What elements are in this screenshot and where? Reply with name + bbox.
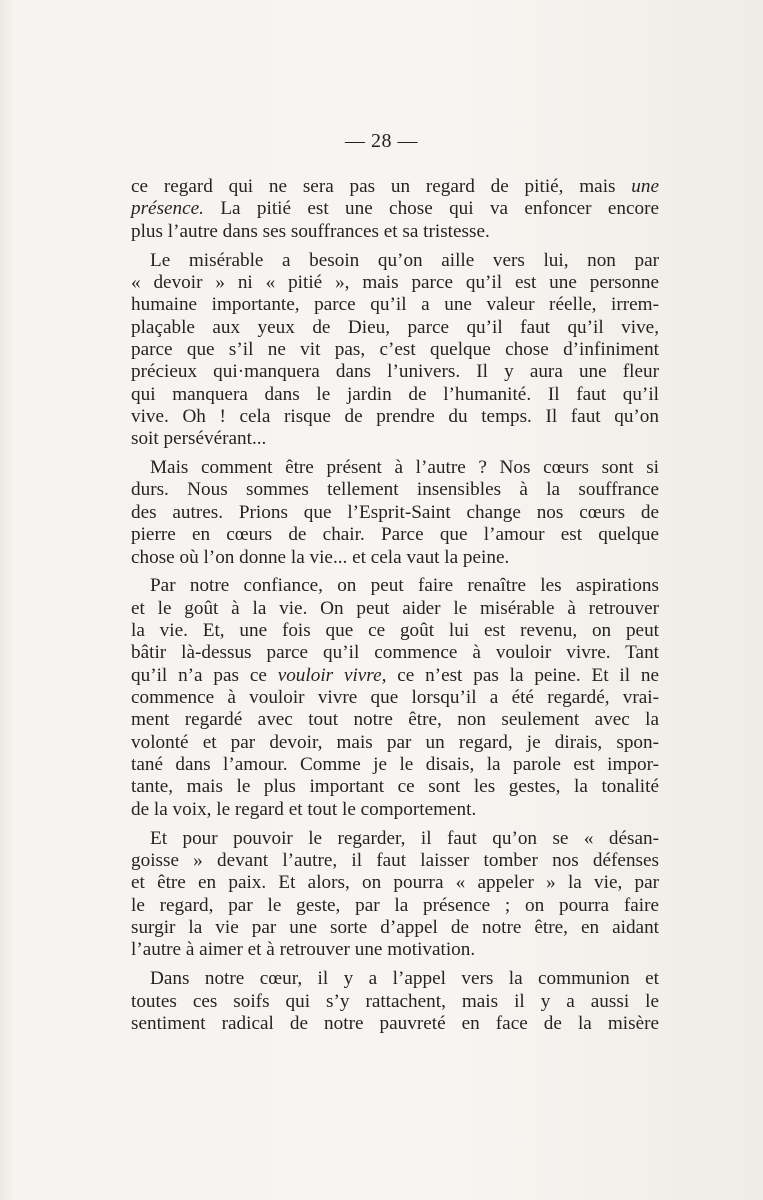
- text-segment: vive. Oh ! cela risque de prendre du temps. Il faut qu’on: [131, 405, 659, 427]
- page-number: — 28 —: [345, 130, 418, 152]
- text-line: [131, 250, 659, 272]
- text-line: [131, 991, 659, 1013]
- text-segment: qui manquera dans le jardin de l’humanité. Il faut qu’il: [131, 383, 659, 405]
- text-segment: humaine importante, parce qu’il a une valeur réelle, irrem-: [131, 294, 659, 316]
- text-segment: La pitié est une chose qui va enfoncer encore: [203, 198, 659, 220]
- text-line: [131, 384, 659, 406]
- text-line: [131, 917, 659, 939]
- text-segment: Le misérable a besoin qu’on aille vers lui, non par: [150, 249, 659, 271]
- text-segment: bâtir là-dessus parce qu’il commence à vouloir vivre. Tant: [131, 642, 659, 664]
- text-line: [131, 272, 659, 294]
- text-line: [131, 850, 659, 872]
- text-segment: toutes ces soifs qui s’y rattachent, mais il y a aussi le: [131, 990, 659, 1012]
- text-line: [131, 339, 659, 361]
- text-segment: des autres. Prions que l’Esprit-Saint change nos cœurs de: [131, 501, 659, 523]
- paragraph: [131, 575, 659, 821]
- text-segment: Mais comment être présent à l’autre ? Nos cœurs sont si: [150, 457, 659, 479]
- paragraph: [131, 457, 659, 569]
- text-segment: durs. Nous sommes tellement insensibles à la souffrance: [131, 479, 659, 501]
- text-line: [131, 457, 659, 479]
- text-segment: commence à vouloir vivre que lorsqu’il a été regardé, vrai-: [131, 687, 659, 709]
- text-segment: Par notre confiance, on peut faire renaître les aspirations: [150, 575, 659, 597]
- text-line: [131, 575, 659, 597]
- text-line: [131, 406, 659, 428]
- paragraph: [131, 176, 659, 243]
- text-segment: précieux qui·manquera dans l’univers. Il y aura une fleur: [131, 361, 659, 383]
- text-segment: ce n’est pas la peine. Et il ne: [386, 664, 659, 686]
- text-segment: ment regardé avec tout notre être, non seulement avec la: [131, 709, 659, 731]
- text-line: [131, 620, 659, 642]
- text-line: [131, 776, 659, 798]
- text-segment: et être en paix. Et alors, on pourra « appeler » la vie, par: [131, 872, 659, 894]
- text-segment: tané dans l’amour. Comme je le disais, la parole est impor-: [131, 754, 659, 776]
- paragraph: [131, 250, 659, 451]
- text-segment: « devoir » ni « pitié », mais parce qu’il est une personne: [131, 271, 659, 293]
- text-segment: sentiment radical de notre pauvreté en face de la misère: [131, 1012, 659, 1034]
- text-segment: qu’il n’a pas ce: [131, 664, 278, 686]
- text-line: [131, 642, 659, 664]
- text-line: [131, 709, 659, 731]
- text-segment: ce regard qui ne sera pas un regard de pitié, mais: [131, 176, 632, 197]
- text-line: [131, 317, 659, 339]
- text-line: [131, 479, 659, 501]
- text-line: [131, 598, 659, 620]
- text-segment: chose où l’on donne la vie... et cela vaut la peine.: [131, 546, 510, 568]
- text-line: [131, 221, 659, 243]
- text-line: [131, 176, 659, 198]
- text-line: [131, 939, 659, 961]
- text-line: [131, 502, 659, 524]
- emphasis-text: vouloir vivre,: [277, 664, 387, 686]
- text-segment: parce que s’il ne vit pas, c’est quelque chose d’infiniment: [131, 338, 659, 360]
- text-segment: et le goût à la vie. On peut aider le misérable à retrouver: [131, 597, 659, 619]
- text-line: [131, 687, 659, 709]
- text-segment: surgir la vie par une sorte d’appel de notre être, en aidant: [131, 917, 659, 938]
- text-segment: plaçable aux yeux de Dieu, parce qu’il faut qu’il vive,: [131, 316, 659, 338]
- emphasis-text: présence.: [131, 198, 204, 220]
- body-text: [131, 176, 659, 1042]
- text-line: [131, 198, 659, 220]
- text-line: [131, 968, 659, 990]
- text-segment: tante, mais le plus important ce sont les gestes, la tonalité: [131, 776, 659, 798]
- text-line: [131, 547, 659, 569]
- paragraph: [131, 968, 659, 1035]
- text-line: [131, 294, 659, 316]
- text-segment: Et pour pouvoir le regarder, il faut qu’on se « désan-: [150, 827, 659, 849]
- text-line: [131, 428, 659, 450]
- text-segment: de la voix, le regard et tout le comportement.: [131, 798, 477, 820]
- text-line: [131, 895, 659, 917]
- emphasis-text: une: [631, 176, 659, 197]
- text-segment: pierre en cœurs de chair. Parce que l’amour est quelque: [131, 524, 659, 546]
- text-segment: l’autre à aimer et à retrouver une motivation.: [131, 939, 476, 961]
- text-line: [131, 828, 659, 850]
- text-line: [131, 872, 659, 894]
- text-line: [131, 524, 659, 546]
- text-segment: le regard, par le geste, par la présence ; on pourra faire: [131, 894, 659, 916]
- text-line: [131, 799, 659, 821]
- text-line: [131, 732, 659, 754]
- text-segment: soit persévérant...: [131, 428, 267, 450]
- text-line: [131, 361, 659, 383]
- text-segment: Dans notre cœur, il y a l’appel vers la communion et: [150, 968, 659, 990]
- paragraph: [131, 828, 659, 962]
- text-segment: goisse » devant l’autre, il faut laisser tomber nos défenses: [131, 849, 659, 871]
- text-segment: la vie. Et, une fois que ce goût lui est revenu, on peut: [131, 620, 659, 642]
- text-line: [131, 1013, 659, 1035]
- text-line: [131, 665, 659, 687]
- text-segment: volonté et par devoir, mais par un regard, je dirais, spon-: [131, 731, 659, 753]
- text-line: [131, 754, 659, 776]
- text-segment: plus l’autre dans ses souffrances et sa tristesse.: [131, 220, 490, 242]
